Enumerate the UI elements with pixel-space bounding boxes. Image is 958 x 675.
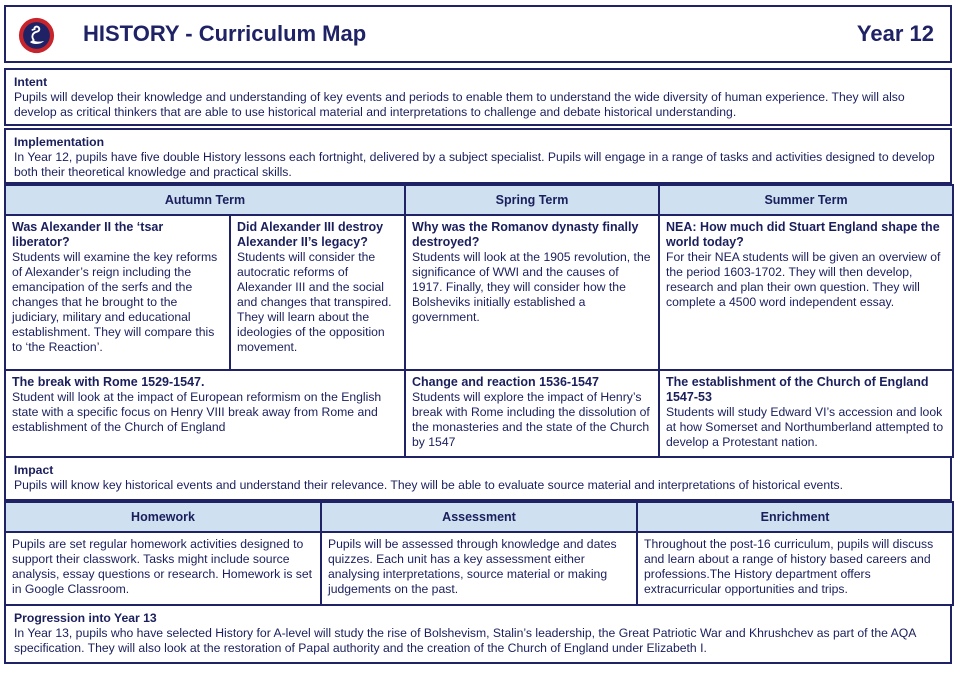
topic-title: Why was the Romanov dynasty finally destroyed? — [412, 220, 639, 249]
topic-text: Students will study Edward VI’s accession and look at how Somerset and Northumberland attempted to develop a Protestant nation. — [666, 405, 944, 449]
implementation-text: In Year 12, pupils have five double History lessons each fortnight, delivered by a subject specialist. Pupils will engage in a range of tasks and activities designed to develop both their theoretical knowledge and practical skills. — [14, 150, 935, 179]
topic-title: NEA: How much did Stuart England shape the world today? — [666, 220, 940, 249]
intent-text: Pupils will develop their knowledge and understanding of key events and periods to enable them to understand the wide diversity of human experience. They will also develop as critical thinkers that are able to use historical material and interpretations to challenge and debate historical understanding. — [14, 90, 905, 119]
topic-cell-nea — [659, 215, 953, 370]
topic-text: Students will examine the key reforms of Alexander’s reign including the emancipation of the serfs and the changes that he brought to the judiciary, military and educational establishment. They will compare this to ‘the Reaction’. — [12, 250, 218, 354]
progression-text: In Year 13, pupils who have selected History for A-level will study the rise of Bolshevism, Stalin’s leadership, the Great Patriotic War and Khrushchev as part of the AQA specification. They will also look at the restoration of Papal authority and the creation of the Church of England under Elizabeth I. — [14, 626, 916, 655]
impact-heading: Impact — [14, 463, 54, 477]
topic-cell-alexander-iii — [230, 215, 405, 370]
year-label: Year 12 — [856, 21, 934, 46]
topic-title: The break with Rome 1529-1547. — [12, 375, 205, 389]
assessment-header: Assessment — [321, 502, 637, 532]
topic-title: Change and reaction 1536-1547 — [412, 375, 599, 389]
spring-term-header: Spring Term — [405, 185, 659, 215]
topic-cell-alexander-ii — [5, 215, 230, 370]
topic-cell-romanov — [405, 215, 659, 370]
impact-text: Pupils will know key historical events and understand their relevance. They will be able to evaluate source material and interpretations of historical events. — [14, 478, 843, 492]
topic-text: For their NEA students will be given an overview of the period 1603-1702. They will then develop, research and plan their own question. They will complete a 4500 word independent essay. — [666, 250, 941, 309]
implementation-heading: Implementation — [14, 135, 105, 149]
topic-text: Students will explore the impact of Henry’s break with Rome including the dissolution of the monasteries and the state of the Church by 1547 — [412, 390, 650, 449]
progression-section — [4, 604, 952, 664]
autumn-term-header: Autumn Term — [5, 185, 405, 215]
impact-section — [4, 456, 952, 501]
school-swan-logo-icon — [18, 17, 55, 54]
topic-cell-break-with-rome — [5, 370, 405, 457]
homework-assessment-enrichment-table — [4, 501, 954, 606]
page-title: HISTORY - Curriculum Map — [83, 21, 367, 46]
intent-heading: Intent — [14, 75, 48, 89]
enrichment-header: Enrichment — [637, 502, 953, 532]
page-header — [4, 5, 952, 63]
topic-title: Did Alexander III destroy Alexander II’s legacy? — [237, 220, 384, 249]
progression-heading: Progression into Year 13 — [14, 611, 157, 625]
assessment-cell: Pupils will be assessed through knowledge and dates quizzes. Each unit has a key assessment either analysing interpretations, source material or making judgements on the past. — [321, 532, 637, 605]
topic-title: The establishment of the Church of England 1547-53 — [666, 375, 929, 404]
topic-title: Was Alexander II the ‘tsar liberator? — [12, 220, 164, 249]
homework-cell: Pupils are set regular homework activities designed to support their classwork. Tasks might include source analysis, essay questions or research. Homework is set in Google Classroom. — [5, 532, 321, 605]
topic-text: Student will look at the impact of European reformism on the English state with a specific focus on Henry VIII break away from Rome and establishment of the Church of England — [12, 390, 382, 434]
topic-cell-change-and-reaction — [405, 370, 659, 457]
summer-term-header: Summer Term — [659, 185, 953, 215]
homework-header: Homework — [5, 502, 321, 532]
terms-table — [4, 184, 954, 458]
intent-section — [4, 68, 952, 126]
topic-text: Students will look at the 1905 revolution, the significance of WWI and the causes of 1917. Finally, they will consider how the Bolsheviks initially established a government. — [412, 250, 651, 324]
topic-cell-church-of-england — [659, 370, 953, 457]
implementation-section — [4, 128, 952, 184]
topic-text: Students will consider the autocratic reforms of Alexander III and the social and changes that transpired. They will learn about the ideologies of the opposition movement. — [237, 250, 392, 354]
enrichment-cell: Throughout the post-16 curriculum, pupils will discuss and learn about a range of history based careers and professions.The History department offers extracurricular opportunities and trips. — [637, 532, 953, 605]
